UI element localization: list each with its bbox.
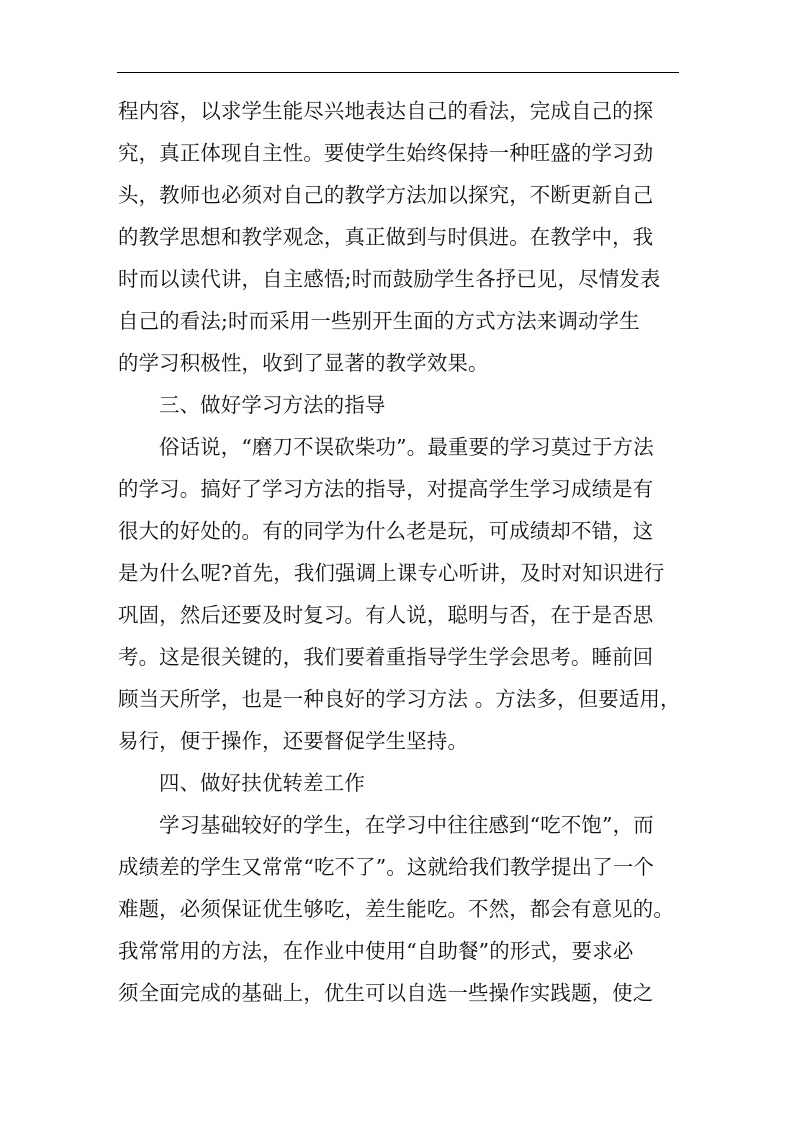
text-line-2: 究，真正体现自主性。要使学生始终保持一种旺盛的学习劲 [118,141,654,165]
text-line-7: 的学习积极性，收到了显著的教学效果。 [118,351,489,375]
text-line-3: 头，教师也必须对自己的教学方法加以探究，不断更新自己 [118,183,654,207]
text-line-19: 成绩差的学生又常常“吃不了”。这就给我们教学提出了一个 [118,855,655,879]
text-line-12: 是为什么呢?首先，我们强调上课专心听讲，及时对知识进行 [118,561,665,585]
document-body [118,90,680,1014]
text-line-11: 很大的好处的。有的同学为什么老是玩，可成绩却不错，这 [118,519,654,543]
text-line-15: 顾当天所学，也是一种良好的学习方法 。方法多，但要适用， [118,687,681,711]
section-heading-3: 三、做好学习方法的指导 [159,393,386,417]
text-line-10: 的学习。搞好了学习方法的指导，对提高学生学习成绩是有 [118,477,654,501]
header-rule [117,72,679,73]
text-line-9: 俗话说，“磨刀不误砍柴功”。最重要的学习莫过于方法 [159,435,654,459]
text-line-4: 的教学思想和教学观念，真正做到与时俱进。在教学中，我 [118,225,654,249]
text-line-5: 时而以读代讲，自主感悟;时而鼓励学生各抒已见，尽情发表 [118,267,661,291]
text-line-20: 难题，必须保证优生够吃，差生能吃。不然，都会有意见的。 [118,897,674,921]
text-line-14: 考。这是很关键的，我们要着重指导学生学会思考。睡前回 [118,645,654,669]
text-line-22: 须全面完成的基础上，优生可以自选一些操作实践题，使之 [118,981,654,1005]
section-heading-4: 四、做好扶优转差工作 [159,771,365,795]
text-line-21: 我常常用的方法，在作业中使用“自助餐”的形式，要求必 [118,939,634,963]
text-line-1: 程内容，以求学生能尽兴地表达自己的看法，完成自己的探 [118,99,654,123]
text-line-18: 学习基础较好的学生，在学习中往往感到“吃不饱”，而 [159,813,654,837]
text-line-6: 自己的看法;时而采用一些别开生面的方式方法来调动学生 [118,309,640,333]
text-line-13: 巩固，然后还要及时复习。有人说，聪明与否，在于是否思 [118,603,654,627]
text-line-16: 易行，便于操作，还要督促学生坚持。 [118,729,469,753]
